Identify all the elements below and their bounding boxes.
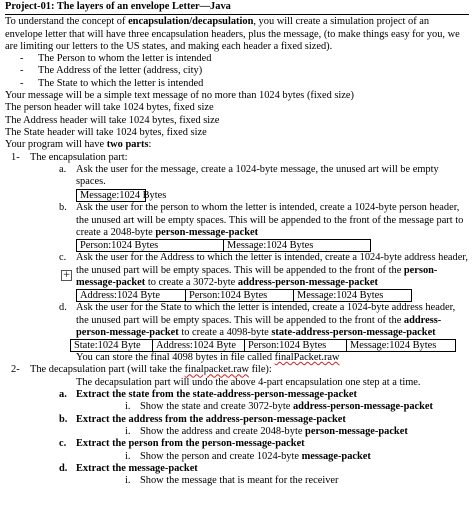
packet-field: Person:1024 Bytes [77, 240, 224, 251]
size-line: The State header will take 1024 bytes, fixed size [5, 126, 207, 138]
size-line: Your message will be a simple text message of no more than 1024 bytes (fixed size) [5, 90, 354, 102]
intro-paragraph: To understand the concept of encapsulation/decapsulation, you will create a simulation project of an envelope letter that will have three encapsulation headers, plus the message, (to make things easy for you, we are limiting our letters to the US states, and making each header a fixed sized). [5, 16, 460, 52]
step-1d: d. Ask the user for the State to which the letter is intended, create a 1024-byte address header, the unused part will be empty spaces. This will be appended to the front of the address-person-message-packet to create a 4098-byte state-address-person-message-packet [59, 302, 456, 338]
header-list-item: - The State to which the letter is intended [5, 78, 469, 90]
header-list-item: - The Address of the letter (address, city) [5, 65, 469, 77]
step-1b: b. Ask the user for the person to whom the letter is intended, create a 1024-byte person header, the unused art will be empty spaces. This will be appended to the front of the message part to create a 2048-byte person-message-packet [59, 202, 464, 239]
part-1-heading: 1- The encapsulation part: [11, 151, 128, 163]
document-page [5, 1, 469, 487]
add-row-handle-icon[interactable]: + [62, 270, 71, 280]
packet-field: Address:1024 Byte [77, 290, 186, 301]
filename: finalPacket.raw [274, 352, 340, 364]
packet-field: State:1024 Byte [71, 340, 153, 351]
packet-field: Message:1024 Bytes [350, 340, 437, 352]
packet-diagram-1c [5, 289, 469, 302]
size-line: The person header will take 1024 bytes, fixed size [5, 102, 214, 114]
packet-field: Person:1024 Bytes [186, 290, 294, 301]
packet-field: Message:1024 Bytes [80, 190, 167, 202]
packet-field: Message:1024 Bytes [227, 240, 314, 252]
packet-field: Address:1024 Byte [153, 340, 245, 351]
decap-step: d. Extract the message-packet [59, 462, 198, 474]
decap-step: c. Extract the person from the person-message-packet [59, 438, 305, 450]
step-1c: c. Ask the user for the Address to which the letter is intended, create a 1024-byte address header, the unused part will be empty spaces. This will be appended to the front of the person-message-packet to create a 3072-byte address-person-message-packet [59, 252, 468, 288]
parts-intro: Your program will have two parts: [5, 139, 152, 151]
decap-substep: i. Show the address and create 2048-byte person-message-packet [125, 425, 408, 437]
part-2-description: The decapsulation part will undo the above 4-part encapsulation one step at a time. [76, 376, 421, 388]
document-title: Project-01: The layers of an envelope Letter—Java [5, 1, 469, 15]
decap-substep: i. Show the person and create 1024-byte message-packet [125, 450, 371, 462]
header-list-item: - The Person to whom the letter is intended [5, 53, 469, 65]
packet-diagram-1d [5, 339, 469, 352]
part-2-heading: 2- The decapsulation part (will take the finalpacket.raw file): [11, 364, 272, 376]
store-note: You can store the final 4098 bytes in file called finalPacket.raw [76, 352, 340, 364]
size-line: The Address header will take 1024 bytes, fixed size [5, 114, 220, 126]
packet-diagram-1b [5, 239, 469, 252]
packet-diagram-1a [5, 189, 469, 202]
filename: finalpacket.raw [184, 364, 249, 376]
decap-step: a. Extract the state from the state-address-person-message-packet [59, 389, 357, 401]
decap-substep: i. Show the message that is meant for the receiver [125, 475, 339, 487]
step-1a: a. Ask the user for the message, create a 1024-byte message, the unused art will be empty spaces. [59, 163, 439, 188]
packet-field: Message:1024 Bytes [297, 290, 384, 302]
decap-step: b. Extract the address from the address-person-message-packet [59, 413, 346, 425]
packet-field: Person:1024 Bytes [245, 340, 347, 351]
decap-substep: i. Show the state and create 3072-byte address-person-message-packet [125, 401, 434, 413]
